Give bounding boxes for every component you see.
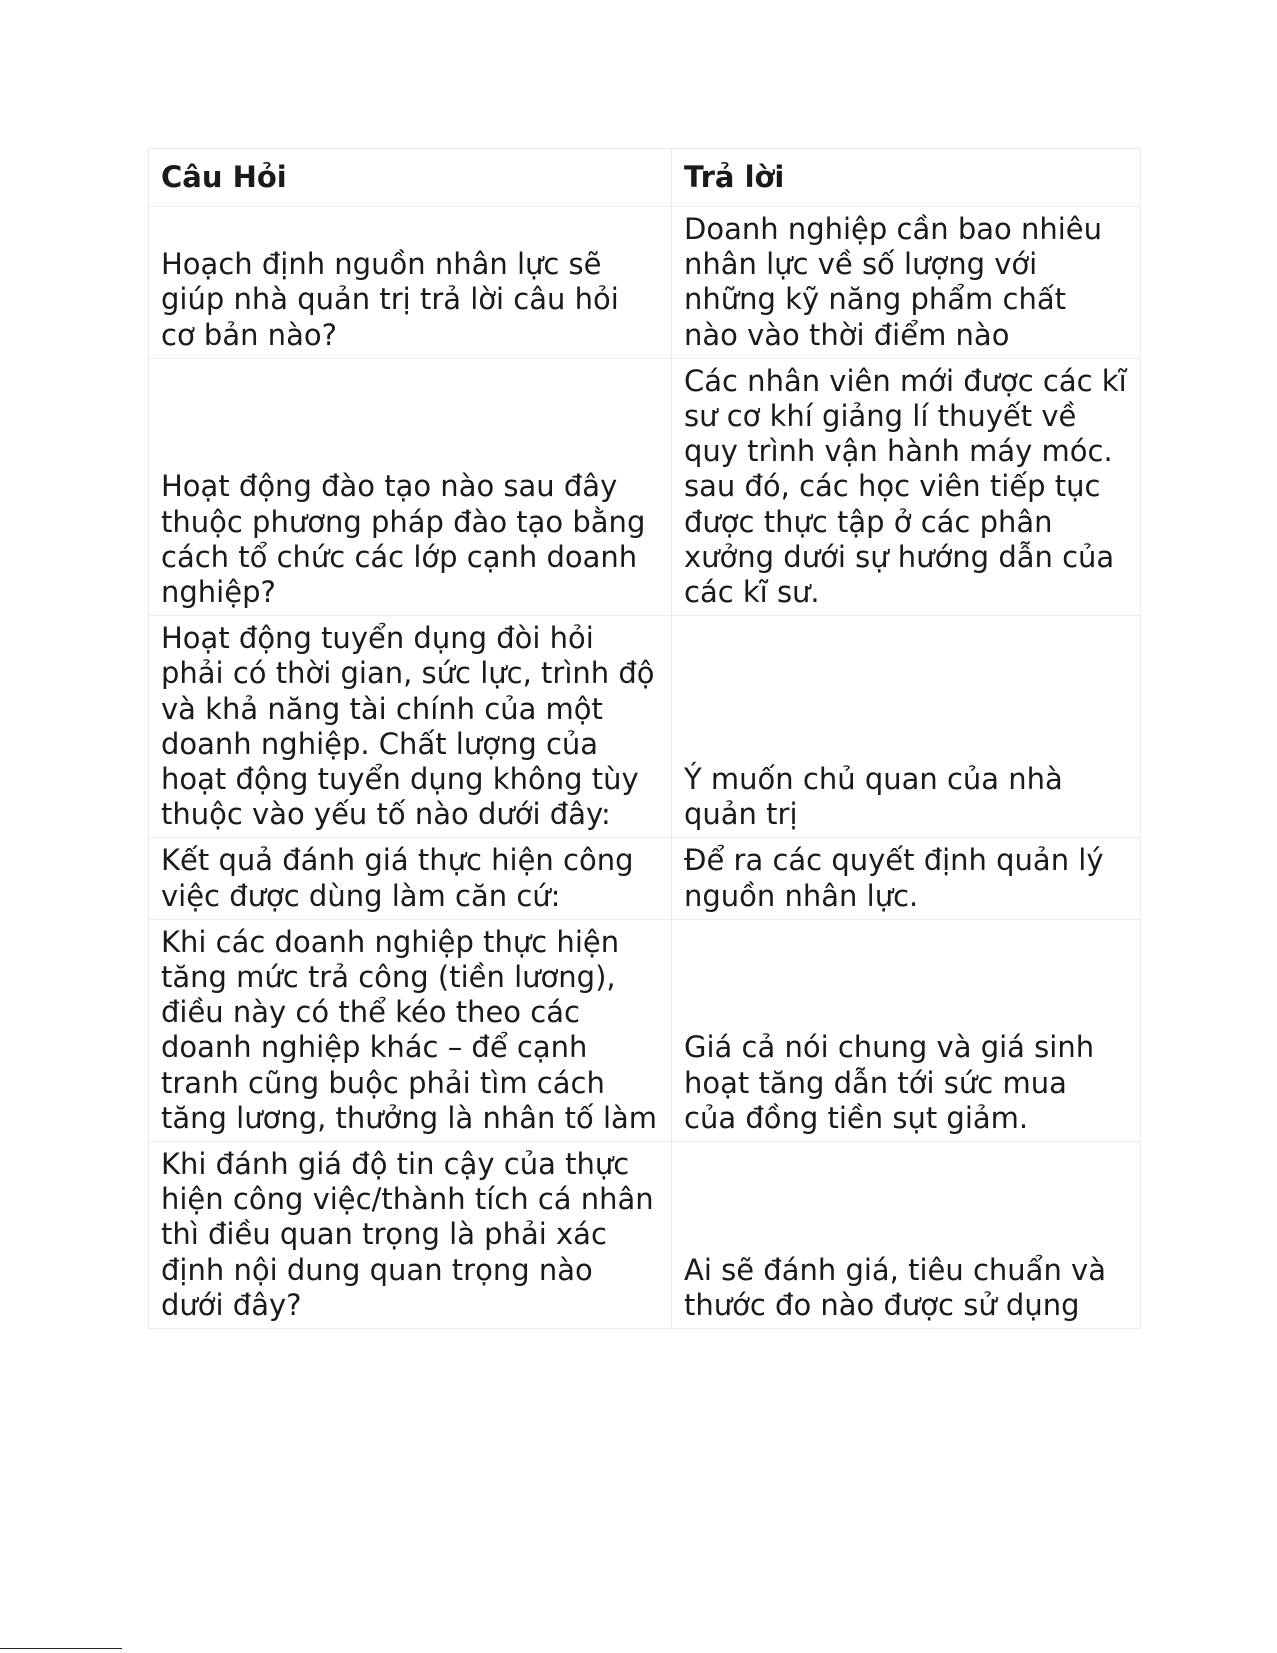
table-row — [149, 838, 1141, 919]
table-row — [149, 616, 1141, 838]
table-row — [149, 358, 1141, 615]
question-text: Khi đánh giá độ tin cậy của thực hiện công việc/thành tích cá nhân thì điều quan trọng là phải xác định nội dung quan trọng nào dưới đây? — [161, 1147, 654, 1322]
question-cell — [149, 207, 672, 359]
table-row — [149, 207, 1141, 359]
answer-text: Các nhân viên mới được các kĩ sư cơ khí giảng lí thuyết về quy trình vận hành máy móc. sau đó, các học viên tiếp tục được thực tập ở các phân xưởng dưới sự hướng dẫn của các kĩ sư. — [684, 363, 1127, 610]
answer-text: Ý muốn chủ quan của nhà quản trị — [684, 762, 1063, 832]
answer-text: Doanh nghiệp cần bao nhiêu nhân lực về số lượng với những kỹ năng phẩm chất nào vào thời điểm nào — [684, 212, 1103, 352]
answer-cell — [672, 919, 1141, 1141]
answer-cell — [672, 838, 1141, 919]
answer-text: Giá cả nói chung và giá sinh hoạt tăng dẫn tới sức mua của đồng tiền sụt giảm. — [684, 1030, 1095, 1135]
question-text: Khi các doanh nghiệp thực hiện tăng mức trả công (tiền lương), điều này có thể kéo theo các doanh nghiệp khác – để cạnh tranh cũng buộc phải tìm cách tăng lương, thưởng là nhân tố làm — [161, 924, 658, 1135]
question-text: Hoạt động tuyển dụng đòi hỏi phải có thời gian, sức lực, trình độ và khả năng tài chính của một doanh nghiệp. Chất lượng của hoạt động tuyển dụng không tùy thuộc vào yếu tố nào dưới đây: — [161, 621, 655, 832]
answer-text: Để ra các quyết định quản lý nguồn nhân lực. — [684, 843, 1104, 913]
question-cell — [149, 616, 672, 838]
qa-table — [148, 148, 1141, 1329]
question-cell — [149, 358, 672, 615]
header-answer: Trả lời — [672, 149, 1141, 207]
table-row — [149, 919, 1141, 1141]
answer-cell — [672, 207, 1141, 359]
table-row — [149, 1142, 1141, 1329]
footer-divider — [0, 1648, 122, 1649]
question-text: Hoạt động đào tạo nào sau đây thuộc phương pháp đào tạo bằng cách tổ chức các lớp cạnh doanh nghiệp? — [161, 469, 646, 610]
question-text: Kết quả đánh giá thực hiện công việc được dùng làm căn cứ: — [161, 843, 634, 913]
table-header-row — [149, 149, 1141, 207]
header-question: Câu Hỏi — [149, 149, 672, 207]
answer-cell — [672, 1142, 1141, 1329]
question-cell — [149, 919, 672, 1141]
answer-cell — [672, 616, 1141, 838]
answer-cell — [672, 358, 1141, 615]
question-cell — [149, 1142, 672, 1329]
answer-text: Ai sẽ đánh giá, tiêu chuẩn và thước đo nào được sử dụng — [684, 1252, 1106, 1322]
question-text: Hoạch định nguồn nhân lực sẽ giúp nhà quản trị trả lời câu hỏi cơ bản nào? — [161, 247, 619, 352]
question-cell — [149, 838, 672, 919]
